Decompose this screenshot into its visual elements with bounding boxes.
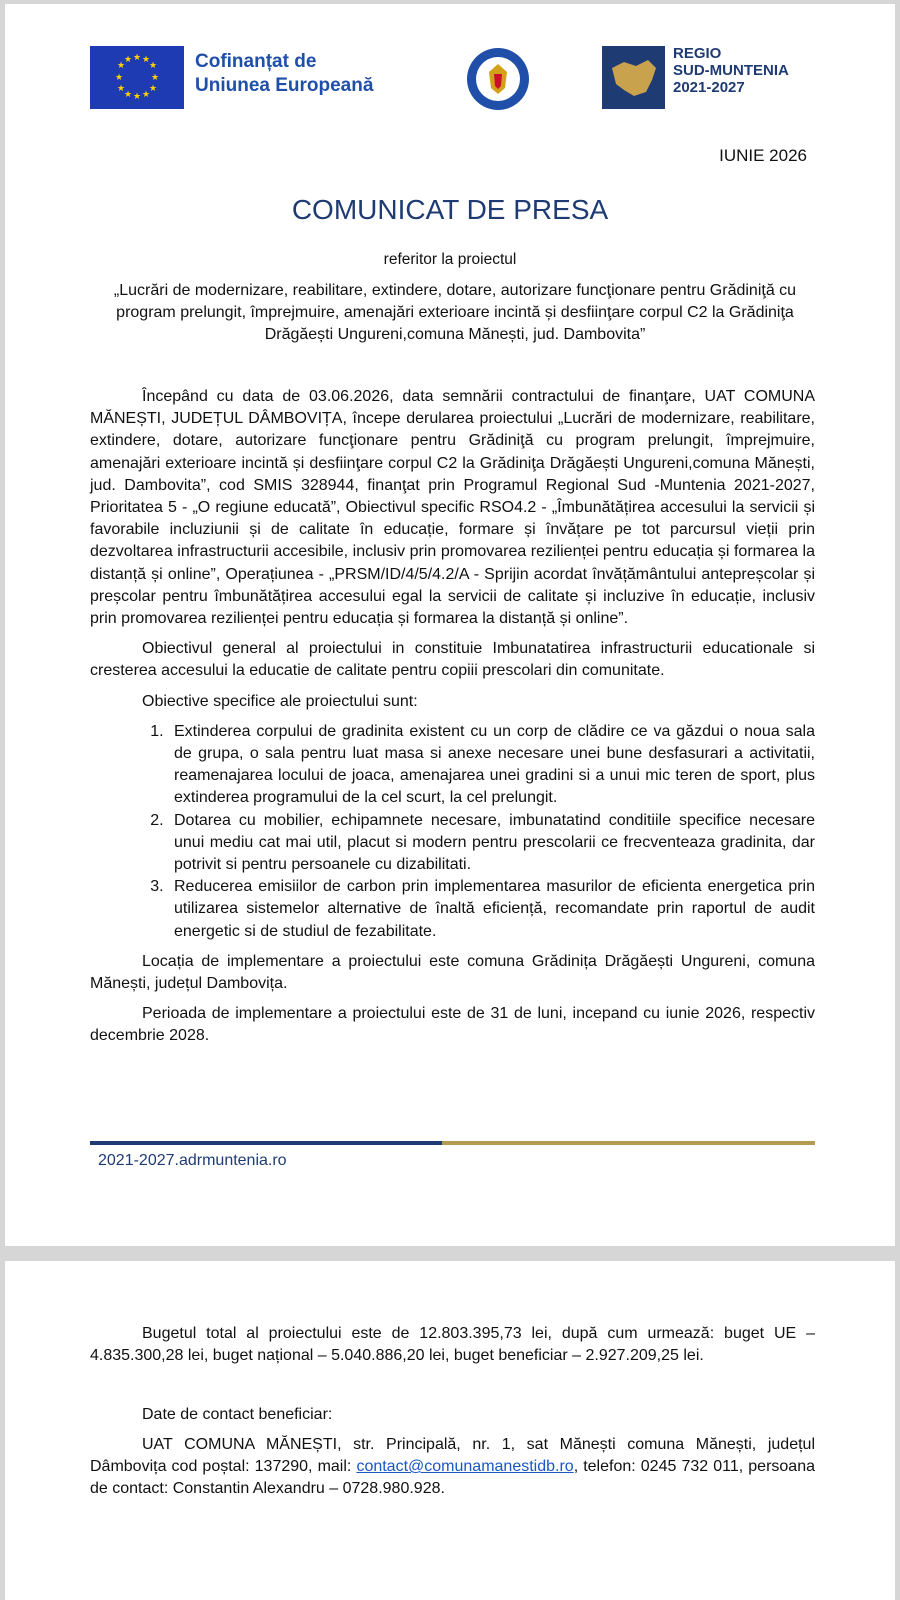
page-subtitle: referitor la proiectul (383, 251, 517, 268)
svg-text:★: ★ (123, 90, 133, 100)
svg-text:★: ★ (132, 53, 142, 63)
objectives-list (90, 721, 815, 943)
header-logos (5, 42, 895, 112)
list-item: 3. Reducerea emisiilor de carbon prin implementarea masurilor de eficienta energetica prin utilizarea sistemelor alternative de înaltă eficiență, recomandate prin raportul de audit energetic si de studiul de fezabilitate. (168, 876, 815, 943)
paragraph-general-objective: Obiectivul general al proiectului in constituie Imbunatatirea infrastructurii educationale si cresterea accesului la educatie de calitate pentru copiii prescolari din comunitate. (90, 640, 815, 680)
regio-map-icon (602, 46, 665, 109)
paragraph-specific-heading: Obiective specifice ale proiectului sunt: (142, 692, 418, 710)
svg-text:★: ★ (116, 61, 126, 71)
svg-text:★: ★ (114, 73, 124, 83)
list-item: 2. Dotarea cu mobilier, echipamnete necesare, imbunatatind conditiile specifice necesare unui mediu cat mai util, placut si modern pentru prescolarii ce frecventeaza gradinita, dar potrivit si pentru persoanele cu dizabilitati. (168, 810, 815, 877)
svg-text:★: ★ (150, 73, 160, 83)
contact-heading-block (90, 1404, 815, 1426)
contact-block (90, 1434, 815, 1501)
paragraph-location: Locația de implementare a proiectului este comuna Grădinița Drăgăești Ungureni, comuna Mănești, județul Dambovița. (90, 952, 815, 993)
svg-text:★: ★ (148, 84, 158, 94)
svg-text:★: ★ (132, 92, 142, 102)
svg-text:★: ★ (123, 55, 133, 65)
document-page-2 (5, 1261, 895, 1600)
paragraph-intro: Începând cu data de 03.06.2026, data semnării contractului de finanţare, UAT COMUNA MĂNEȘTI, JUDEȚUL DÂMBOVIȚA, începe derularea proiectului „Lucrări de modernizare, reabilitare, extindere, dotare, autorizare funcţionare pentru Grădiniţă cu program prelungit, împrejmuire, amenajări exterioare incintă și desfiinţare corpul C2 la Grădiniţa Drăgăești Ungureni,comuna Mănești, jud. Dambovita”, cod SMIS 328944, finanţat prin Programul Regional Sud -Muntenia 2021-2027, Prioritatea 5 - „O regiune educată”, Obiectivul specific RSO4.2 - „Îmbunătățirea accesului la servicii și favorabile incluziunii și de calitate în educație, formare și învățare pe tot parcursul vieții prin dezvoltarea infrastructurii accesibile, inclusiv prin promovarea rezilienței pentru educația și formarea la distanță și online”, Operațiunea - „PRSM/ID/4/5/4.2/A - Sprijin acordat învățământului antepreșcolar și preșcolar pentru îmbunătățirea accesului egal la servicii de calitate și incluzive în educație, inclusiv prin promovarea rezilienței pentru educația și formarea la distanță și online”. (90, 388, 815, 628)
svg-text:★: ★ (148, 61, 158, 71)
list-item: 1. Extinderea corpului de gradinita existent cu un corp de clădire ce va găzdui o noua sala de grupa, o sala pentru luat masa si anexe necesare unei bune desfasurari a activitatii, reamenajarea locului de joaca, amenajarea unei gradini si a unui mic teren de sport, plus extinderea programului de la cel scurt, la cel prelungit. (168, 721, 815, 810)
svg-text:★: ★ (141, 55, 151, 65)
svg-text:★: ★ (116, 84, 126, 94)
contact-email-link[interactable]: contact@comunamanestidb.ro (356, 1458, 574, 1476)
eu-cofinanced-label: Cofinanțat de Uniunea Europeană (195, 51, 374, 96)
government-seal-icon (465, 46, 531, 112)
paragraph-budget: Bugetul total al proiectului este de 12.803.395,73 lei, după cum urmează: buget UE – 4.835.300,28 lei, buget național – 5.040.886,20 lei, buget beneficiar – 2.927.209,25 lei. (90, 1325, 815, 1365)
footer-divider (90, 1141, 815, 1145)
svg-text:★: ★ (141, 90, 151, 100)
footer-url[interactable]: 2021-2027.adrmuntenia.ro (98, 1152, 287, 1169)
document-page-1 (5, 4, 895, 1246)
page-title: COMUNICAT DE PRESA (291, 194, 609, 225)
document-date: IUNIE 2026 (719, 146, 807, 165)
regio-label: REGIO SUD-MUNTENIA 2021-2027 (673, 45, 789, 96)
contact-heading: Date de contact beneficiar: (142, 1406, 333, 1423)
project-title: „Lucrări de modernizare, reabilitare, extindere, dotare, autorizare funcţionare pentru Grădiniţă cu program prelungit, împrejmuire, amenajări exterioare incintă și desfiinţare corpul C2 la Grădiniţa Drăgăești Ungureni,comuna Mănești, jud. Dambovita” (113, 282, 797, 343)
document-body (90, 386, 815, 1056)
eu-flag-icon (90, 46, 184, 109)
contact-paragraph: UAT COMUNA MĂNEȘTI, str. Principală, nr. 1, sat Mănești comuna Mănești, județul Dâmbovița cod poștal: 137290, mail: contact@comunamanestidb.ro, telefon: 0245 732 011, persoana de contact: Constantin Alexandru – 0728.980.928. (90, 1436, 815, 1498)
budget-block (90, 1323, 815, 1367)
paragraph-period: Perioada de implementare a proiectului este de 31 de luni, incepand cu iunie 2026, respectiv decembrie 2028. (90, 1005, 815, 1045)
